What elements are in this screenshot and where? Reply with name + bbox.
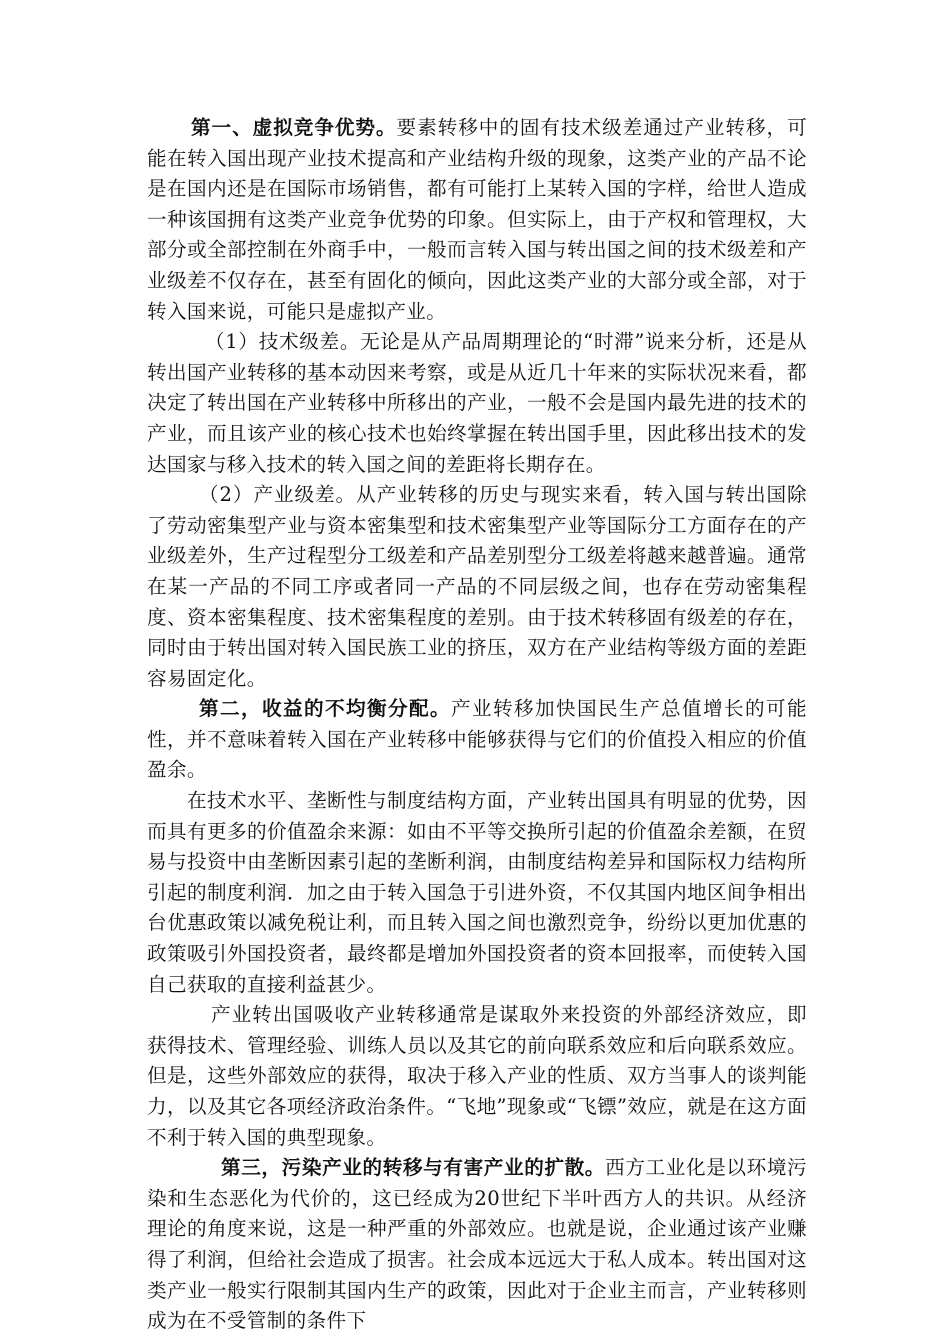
paragraph-heading: 第一、虚拟竞争优势。 [191, 116, 397, 139]
paragraph-body: （1）技术级差。无论是从产品周期理论的“时滞”说来分析，还是从转出国产业转移的基本动因来考察，或是从近几十年来的实际状况来看，都决定了转出国在产业转移中所移出的产业，一般不会是国内最先进的技术的产业，而且该产业的核心技术也始终掌握在转出国手里，因此移出技术的发达国家与移入技术的转入国之间的差距将长期存在。 [147, 330, 807, 476]
paragraph-body: 西方工业化是以环境污染和生态恶化为代价的，这已经成为20世纪下半叶西方人的共识。从经济理论的角度来说，这是一种严重的外部效应。也就是说，企业通过该产业赚得了利润，但给社会造成了损害。社会成本远远大于私人成本。转出国对这类产业一般实行限制其国内生产的政策，因此对于企业主而言，产业转移则成为在不受管制的条件下 [147, 1156, 807, 1333]
paragraph-heading: 第二，收益的不均衡分配。 [199, 697, 452, 721]
paragraph-external-effects [147, 1000, 807, 1153]
paragraph-virtual-competitive-advantage [147, 113, 807, 327]
paragraph-value-surplus [147, 786, 807, 1000]
paragraph-heading: 第三，污染产业的转移与有害产业的扩散。 [221, 1156, 606, 1180]
paragraph-body: 产业转出国吸收产业转移通常是谋取外来投资的外部经济效应，即获得技术、管理经验、训练人员以及其它的前向联系效应和后向联系效应。但是，这些外部效应的获得，取决于移入产业的性质、双方当事人的谈判能力，以及其它各项经济政治条件。“飞地”现象或“飞镖”效应，就是在这方面不利于转入国的典型现象。 [147, 1003, 807, 1149]
paragraph-body: （2）产业级差。从产业转移的历史与现实来看，转入国与转出国除了劳动密集型产业与资本密集型和技术密集型产业等国际分工方面存在的产业级差外，生产过程型分工级差和产品差别型分工级差将越来越普遍。通常在某一产品的不同工序或者同一产品的不同层级之间，也存在劳动密集程度、资本密集程度、技术密集程度的差别。由于技术转移固有级差的存在，同时由于转出国对转入国民族工业的挤压，双方在产业结构等级方面的差距容易固定化。 [147, 483, 807, 690]
paragraph-unequal-distribution [147, 694, 807, 786]
paragraph-body: 在技术水平、垄断性与制度结构方面，产业转出国具有明显的优势，因而具有更多的价值盈余来源：如由不平等交换所引起的价值盈余差额，在贸易与投资中由垄断因素引起的垄断利润，由制度结构差异和国际权力结构所引起的制度利润．加之由于转入国急于引进外资，不仅其国内地区间争相出台优惠政策以减免税让利，而且转入国之间也激烈竞争，纷纷以更加优惠的政策吸引外国投资者，最终都是增加外国投资者的资本回报率，而使转入国自己获取的直接利益甚少。 [147, 789, 807, 996]
paragraph-body: 产业转移加快国民生产总值增长的可能性，并不意味着转入国在产业转移中能够获得与它们的价值投入相应的价值盈余。 [147, 697, 808, 782]
paragraph-industry-gap [147, 480, 807, 694]
paragraph-pollution-transfer [147, 1153, 807, 1337]
document-page [147, 113, 807, 1337]
paragraph-body: 要素转移中的固有技术级差通过产业转移，可能在转入国出现产业技术提高和产业结构升级的现象，这类产业的产品不论是在国内还是在国际市场销售，都有可能打上某转入国的字样，给世人造成一种该国拥有这类产业竞争优势的印象。但实际上，由于产权和管理权，大部分或全部控制在外商手中，一般而言转入国与转出国之间的技术级差和产业级差不仅存在，甚至有固化的倾向，因此这类产业的大部分或全部，对于转入国来说，可能只是虚拟产业。 [147, 116, 808, 323]
paragraph-technology-gap [147, 327, 807, 480]
